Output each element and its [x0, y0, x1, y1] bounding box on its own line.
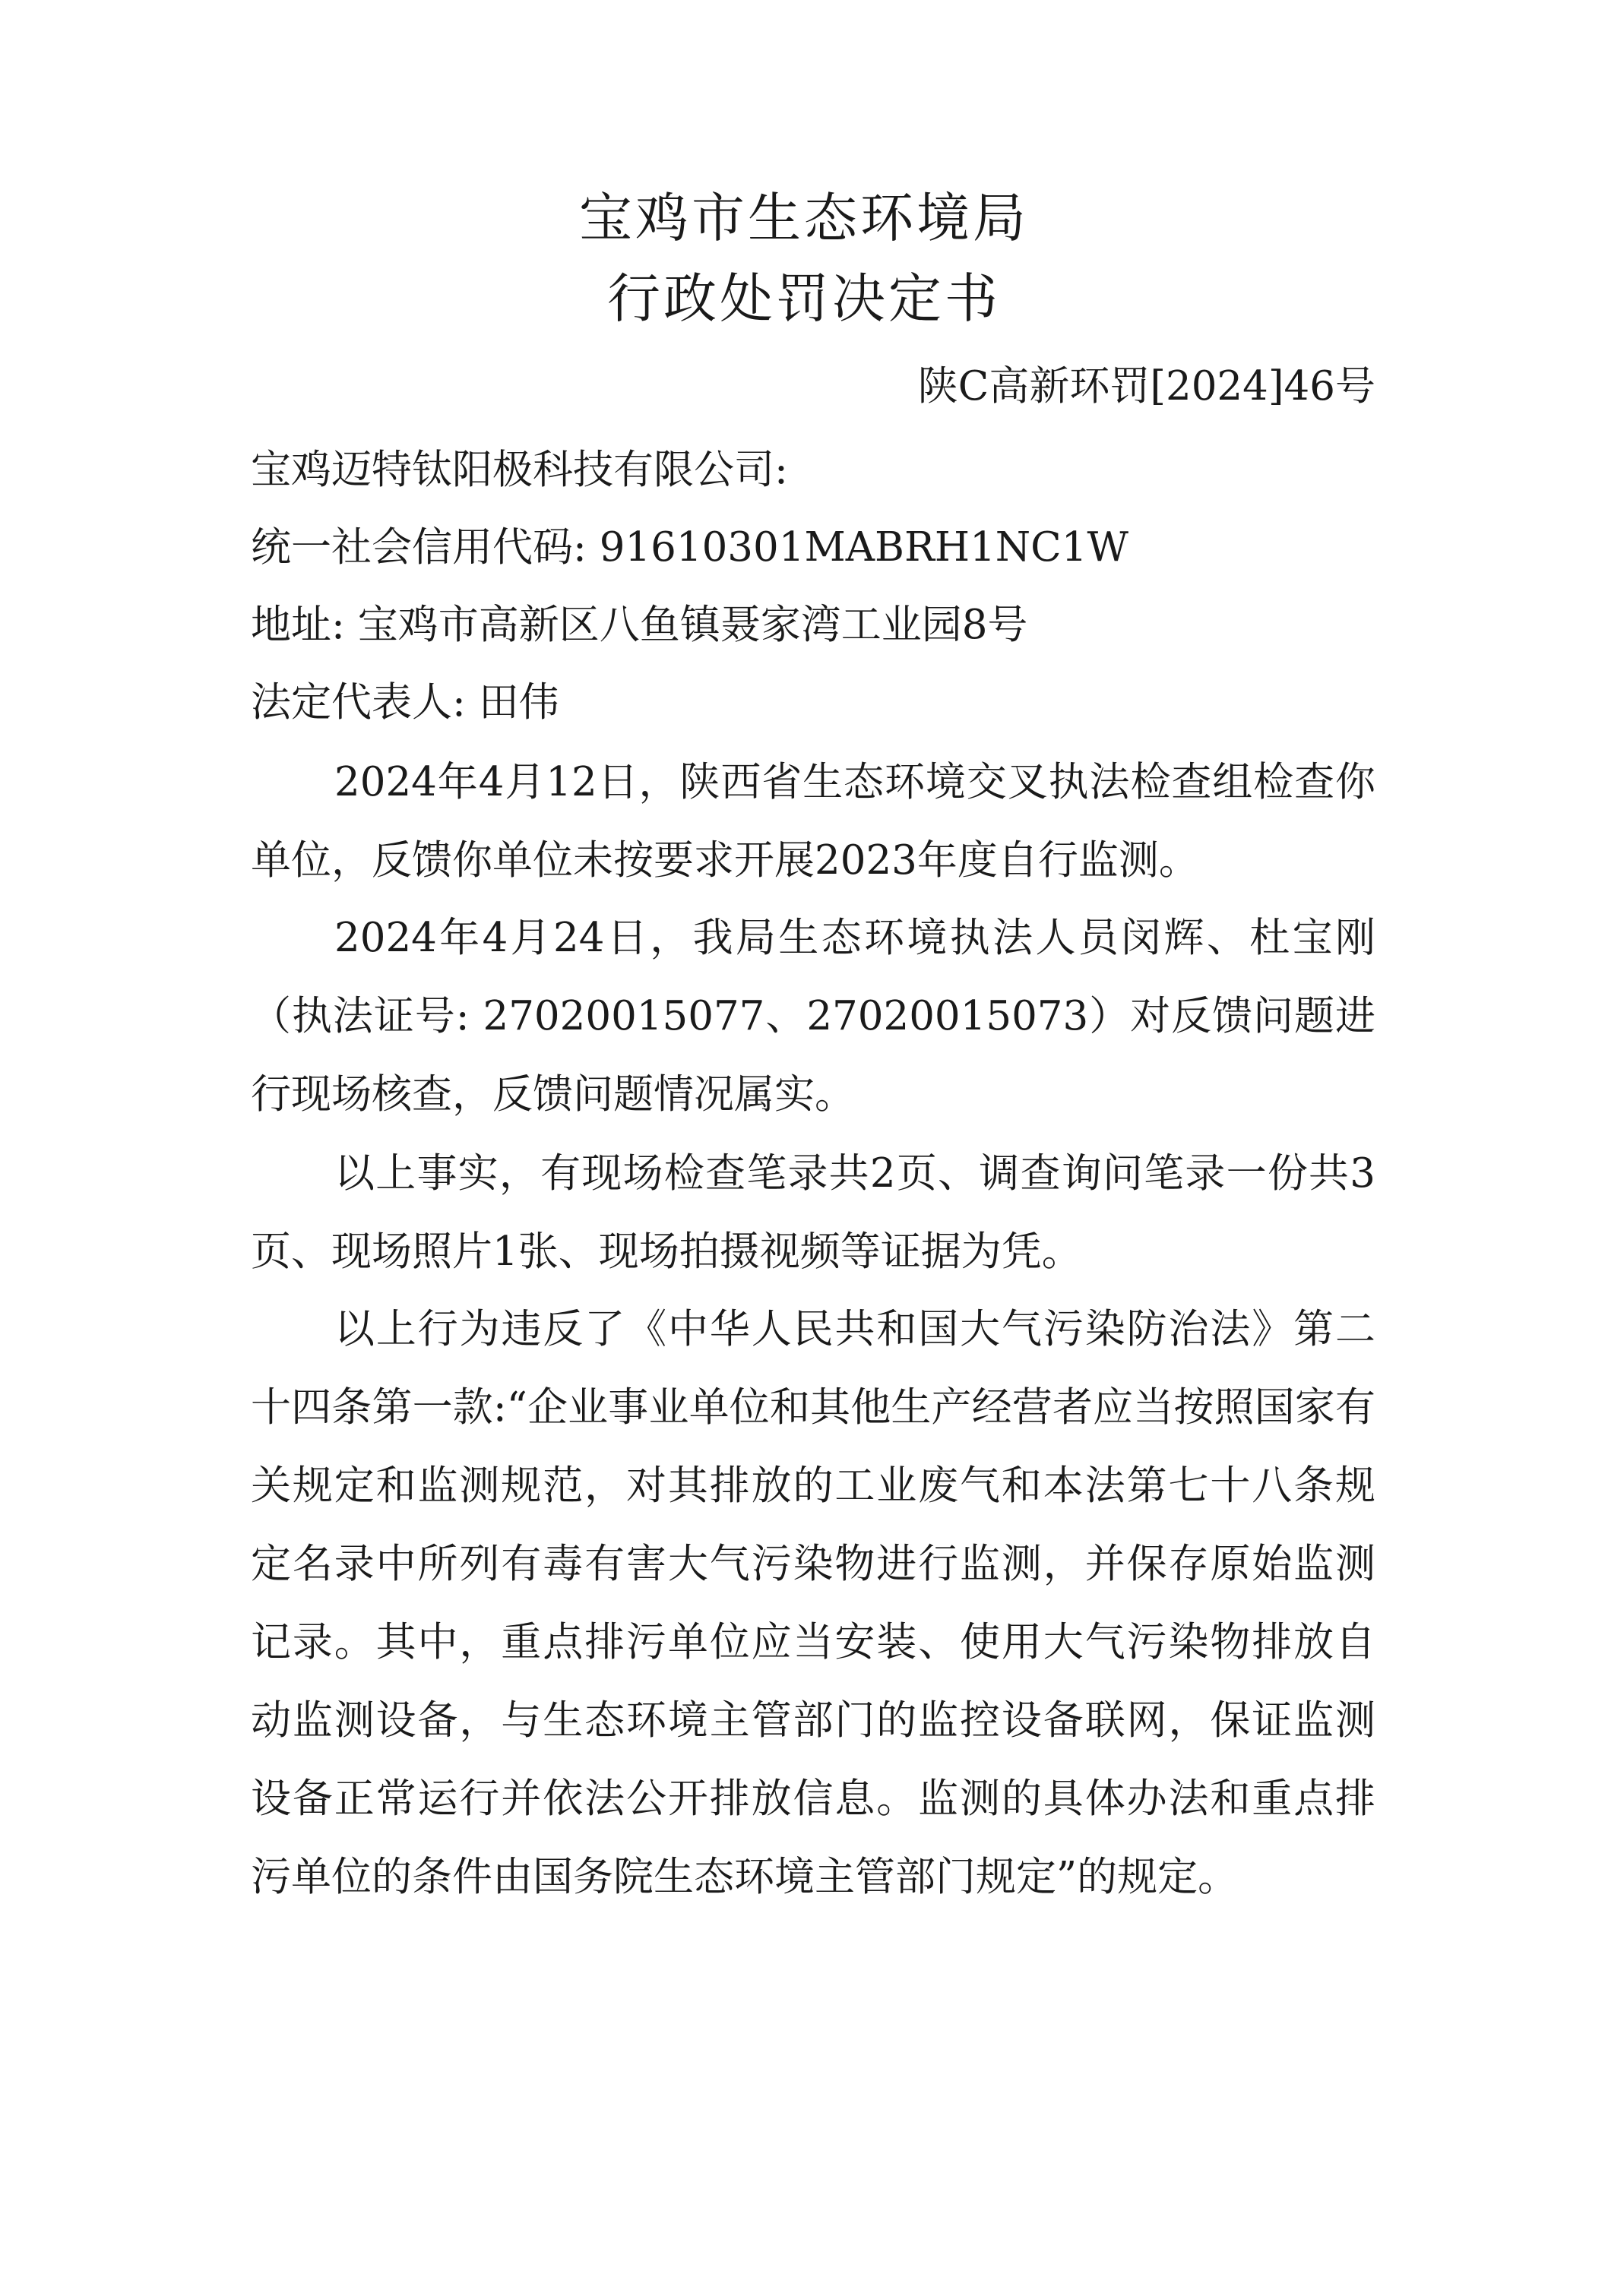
- paragraph-violation: 以上行为违反了《中华人民共和国大气污染防治法》第二十四条第一款:“企业事业单位和其他生产经营者应当按照国家有关规定和监测规范，对其排放的工业废气和本法第七十八条规定名录中所列有毒有害大气污染物进行监测，并保存原始监测记录。其中，重点排污单位应当安装、使用大气污染物排放自动监测设备，与生态环境主管部门的监控设备联网，保证监测设备正常运行并依法公开排放信息。监测的具体办法和重点排污单位的条件由国务院生态环境主管部门规定”的规定。: [251, 1306, 1375, 1900]
- paragraph-evidence: 以上事实，有现场检查笔录共2页、调查询问笔录一份共3页、现场照片1张、现场拍摄视频等证据为凭。: [251, 1150, 1375, 1275]
- document-number: 陕C高新环罚[2024]46号: [917, 363, 1375, 410]
- company-address: 地址: 宝鸡市高新区八鱼镇聂家湾工业园8号: [251, 602, 1028, 648]
- credit-code: 统一社会信用代码: 91610301MABRH1NC1W: [251, 524, 1128, 571]
- issuing-authority-title: 宝鸡市生态环境局: [579, 187, 1029, 249]
- paragraph-verification: 2024年4月24日，我局生态环境执法人员闵辉、杜宝刚（执法证号: 27020015077、27020015073）对反馈问题进行现场核查，反馈问题情况属实。: [251, 915, 1375, 1118]
- document-type-title: 行政处罚决定书: [607, 267, 1001, 330]
- paragraph-inspection: 2024年4月12日，陕西省生态环境交叉执法检查组检查你单位，反馈你单位未按要求开展2023年度自行监测。: [251, 759, 1375, 884]
- recipient-name: 宝鸡迈特钛阳极科技有限公司:: [251, 447, 788, 493]
- legal-representative: 法定代表人: 田伟: [251, 679, 559, 726]
